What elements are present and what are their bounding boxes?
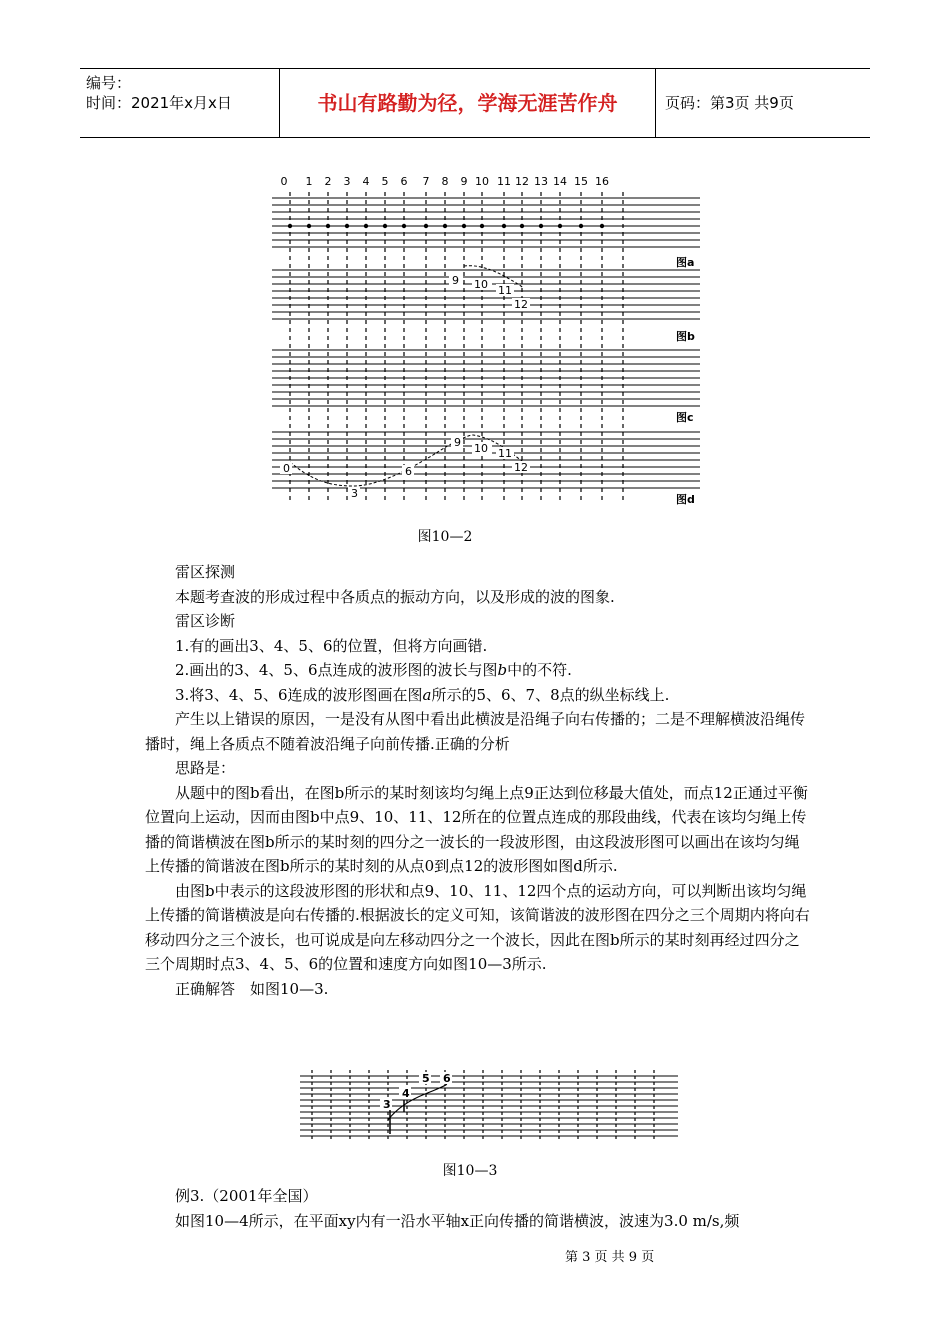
top-label: 14 <box>553 175 567 188</box>
rope-point <box>364 224 368 228</box>
top-label: 13 <box>534 175 548 188</box>
example-text: 如图10—4所示，在平面xy内有一沿水平轴x正向传播的简谐横波，波速为3.0 m/s,频 <box>175 1211 740 1230</box>
point-label-b: 10 <box>474 278 488 291</box>
reason-paragraph: 产生以上错误的原因，一是没有从图中看出此横波是沿绳子向右传播的；二是不理解横波沿绳传播时，绳上各质点不随着波沿绳子向前传播.正确的分析 <box>145 710 806 753</box>
rope-point <box>539 224 543 228</box>
example-block <box>145 1184 810 1233</box>
top-label: 6 <box>400 175 408 188</box>
analysis-paragraph-2: 由图b中表示的这段波形图的形状和点9、10、11、12四个点的运动方向，可以判断出该均匀绳上传播的简谐横波是向右传播的.根据波长的定义可知，该简谐波的波形图在四分之三个周期内将向右移动四分之三个波长，也可说成是向左移动四分之一个波长，因此在图b所示的某时刻再经过四分之三个周期时点3、4、5、6的位置和速度方向如图10—3所示. <box>145 881 810 973</box>
answer-line: 正确解答 如图10—3. <box>175 979 329 998</box>
page-footer: 第 3 页 共 9 页 <box>565 1250 655 1265</box>
idea-label: 思路是： <box>175 759 236 777</box>
top-label: 15 <box>574 175 588 188</box>
rope-point <box>462 224 466 228</box>
rope-point <box>402 224 406 228</box>
panel-label-c: 图c <box>676 411 694 424</box>
top-label: 1 <box>305 175 313 188</box>
rope-point <box>558 224 562 228</box>
point-label-10-3: 4 <box>402 1087 410 1100</box>
point-label-d: 9 <box>454 436 461 449</box>
point-label-d: 0 <box>283 462 290 475</box>
point-label-10-3: 5 <box>422 1072 430 1085</box>
diag-item-2: 2.画出的3、4、5、6点连成的波形图的波长与图b中的不符. <box>175 661 572 679</box>
diag-item-3: 3.将3、4、5、6连成的波形图画在图a所示的5、6、7、8点的纵坐标线上. <box>175 685 670 704</box>
rope-point <box>288 224 292 228</box>
motto: 书山有路勤为径，学海无涯苦作舟 <box>280 69 656 137</box>
figure-10-2 <box>268 170 708 510</box>
rope-point <box>520 224 524 228</box>
page-info: 页码：第3页 共9页 <box>665 94 794 112</box>
analysis-paragraph-1: 从题中的图b看出，在图b所示的某时刻该均匀绳上点9正达到位移最大值处，而点12正通过平衡位置向上运动，因而由图b中点9、10、11、12所在的位置点连成的那段曲线，代表在该均匀绳上传播的简谐横波在图b所示的某时刻的四分之一波长的一段波形图，由这段波形图可以画出在该均匀绳上传播的简谐波在图b所示的某时刻的从点0到点12的波形图如图d所示. <box>145 783 808 875</box>
top-label: 9 <box>460 175 468 188</box>
top-label: 8 <box>441 175 449 188</box>
top-label: 5 <box>381 175 389 188</box>
code-label: 编号： <box>86 74 132 92</box>
figure-caption-10-3: 图10—3 <box>442 1163 498 1179</box>
top-label: 3 <box>343 175 351 188</box>
rope-point <box>600 224 604 228</box>
panel-label-a: 图a <box>676 256 695 269</box>
rope-point <box>424 224 428 228</box>
figure-caption-10-2: 图10—2 <box>417 529 473 545</box>
point-label-b: 11 <box>498 284 512 297</box>
point-label-d: 12 <box>514 461 528 474</box>
diag-title: 雷区诊断 <box>175 612 236 630</box>
rope-point <box>502 224 506 228</box>
rope-point <box>579 224 583 228</box>
figure-10-3 <box>300 1068 680 1144</box>
diag-item-1: 1.有的画出3、4、5、6的位置，但将方向画错. <box>175 636 488 655</box>
point-label-10-3: 3 <box>383 1098 391 1111</box>
point-label-b: 12 <box>514 298 528 311</box>
wave-curve-10-3 <box>388 1084 447 1120</box>
panel-label-b: 图b <box>676 330 695 343</box>
point-label-d: 3 <box>351 487 358 500</box>
point-label-d: 6 <box>405 465 412 478</box>
date-label: 时间：2021年x月x日 <box>86 94 232 112</box>
rope-point <box>326 224 330 228</box>
analysis-text <box>145 560 810 1001</box>
rope-point <box>480 224 484 228</box>
probe-title: 雷区探测 <box>175 563 236 581</box>
top-label: 10 <box>475 175 489 188</box>
header-meta <box>80 69 280 137</box>
top-label: 0 <box>280 175 288 188</box>
top-label: 16 <box>595 175 609 188</box>
probe-text: 本题考查波的形成过程中各质点的振动方向，以及形成的波的图象. <box>175 587 615 606</box>
point-label-b: 9 <box>452 274 459 287</box>
top-label: 7 <box>422 175 430 188</box>
rope-point <box>443 224 447 228</box>
point-label-d: 11 <box>498 447 512 460</box>
point-label-d: 10 <box>474 442 488 455</box>
top-label: 12 <box>515 175 529 188</box>
top-label: 2 <box>324 175 332 188</box>
rope-point <box>383 224 387 228</box>
point-label-10-3: 6 <box>443 1072 451 1085</box>
example-title: 例3.（2001年全国） <box>175 1187 318 1205</box>
page-header <box>80 68 870 138</box>
panel-label-d: 图d <box>676 493 695 506</box>
top-label: 11 <box>497 175 511 188</box>
top-label: 4 <box>362 175 370 188</box>
rope-point <box>345 224 349 228</box>
rope-point <box>307 224 311 228</box>
